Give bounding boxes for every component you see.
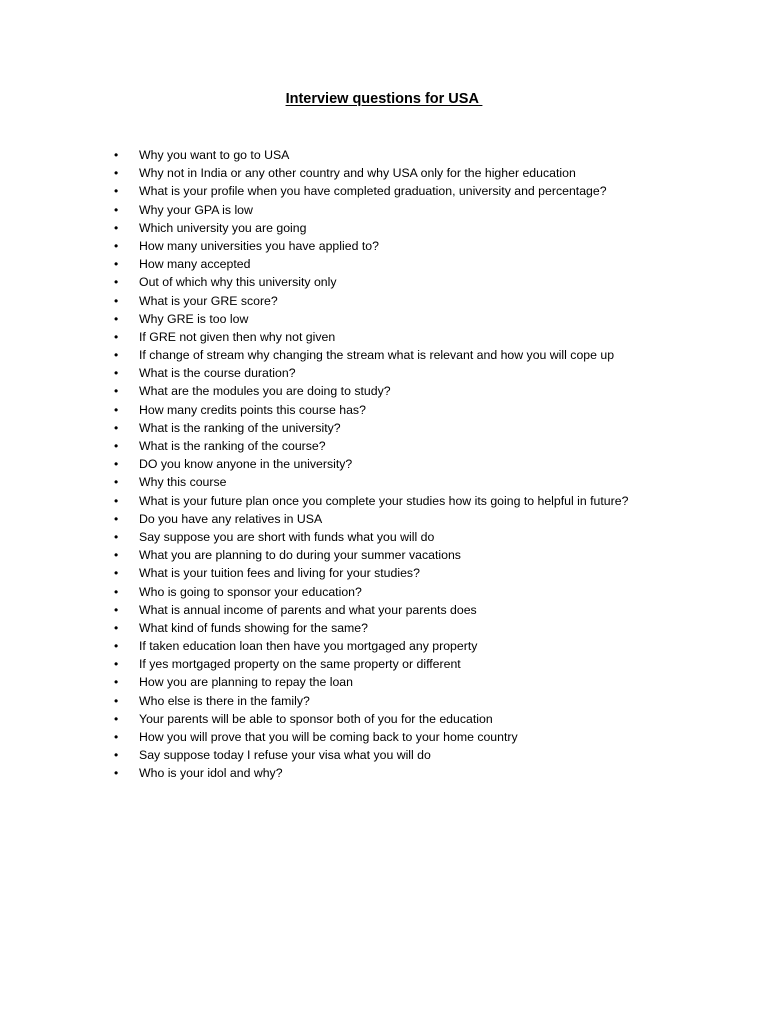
list-item	[0, 201, 700, 219]
list-item	[0, 728, 700, 746]
list-item	[0, 746, 700, 764]
bullet-icon: •	[114, 202, 119, 217]
list-item	[0, 764, 700, 782]
bullet-icon: •	[114, 439, 119, 453]
bullet-icon: •	[114, 766, 119, 781]
bullet-icon: •	[114, 748, 119, 763]
question-text: What is your tuition fees and living for your studies?	[139, 566, 420, 581]
question-text: Why your GPA is low	[139, 202, 253, 217]
list-item	[0, 219, 700, 237]
question-text: How many credits points this course has?	[139, 402, 366, 417]
bullet-icon: •	[114, 329, 119, 344]
bullet-icon: •	[114, 148, 119, 162]
question-text: If yes mortgaged property on the same property or different	[139, 657, 461, 672]
question-text: If GRE not given then why not given	[139, 329, 336, 344]
list-item	[0, 492, 700, 510]
bullet-icon: •	[114, 657, 119, 672]
question-text: Who is going to sponsor your education?	[139, 584, 362, 599]
list-item	[0, 328, 700, 346]
bullet-icon: •	[114, 220, 119, 235]
question-text: Say suppose you are short with funds what you will do	[139, 529, 435, 544]
question-text: What kind of funds showing for the same?	[139, 620, 368, 635]
bullet-icon: •	[114, 384, 119, 399]
bullet-icon: •	[114, 730, 119, 744]
bullet-icon: •	[114, 366, 119, 381]
question-text: What is annual income of parents and what your parents does	[139, 602, 477, 617]
bullet-icon: •	[114, 602, 119, 617]
question-text: Who else is there in the family?	[139, 693, 310, 708]
bullet-icon: •	[114, 493, 119, 508]
question-text: Why not in India or any other country and why USA only for the higher education	[139, 166, 576, 181]
question-text: What are the modules you are doing to study?	[139, 384, 391, 399]
list-item	[0, 164, 700, 182]
list-item	[0, 455, 700, 473]
question-text: Your parents will be able to sponsor both of you for the education	[139, 711, 493, 726]
question-text: Why you want to go to USA	[139, 148, 290, 162]
bullet-icon: •	[114, 402, 119, 417]
question-text: What is your GRE score?	[139, 293, 278, 308]
list-item	[0, 546, 700, 564]
bullet-icon: •	[114, 620, 119, 635]
bullet-icon: •	[114, 184, 119, 199]
list-item	[0, 146, 700, 164]
question-text: Out of which why this university only	[139, 275, 337, 290]
question-text: Which university you are going	[139, 220, 307, 235]
bullet-icon: •	[114, 257, 119, 272]
list-item	[0, 401, 700, 419]
list-item	[0, 346, 700, 364]
question-text: How many universities you have applied to?	[139, 238, 379, 253]
list-item	[0, 182, 700, 200]
list-item	[0, 473, 700, 491]
list-item	[0, 255, 700, 273]
question-text: Do you have any relatives in USA	[139, 511, 323, 526]
bullet-icon: •	[114, 348, 119, 363]
question-text: What is the ranking of the university?	[139, 420, 341, 435]
page-title	[0, 89, 768, 109]
question-text: What is the ranking of the course?	[139, 439, 326, 453]
list-item	[0, 673, 700, 691]
bullet-icon: •	[114, 548, 119, 563]
bullet-icon: •	[114, 457, 119, 472]
bullet-icon: •	[114, 311, 119, 326]
page-title-text: Interview questions for USA	[285, 91, 483, 107]
list-item	[0, 637, 700, 655]
question-list	[0, 146, 700, 783]
question-text: What is your profile when you have completed graduation, university and percentage?	[139, 184, 607, 199]
bullet-icon: •	[114, 566, 119, 581]
bullet-icon: •	[114, 675, 119, 690]
question-text: If change of stream why changing the stream what is relevant and how you will cope up	[139, 348, 615, 363]
bullet-icon: •	[114, 166, 119, 181]
list-item	[0, 437, 700, 455]
bullet-icon: •	[114, 711, 119, 726]
bullet-icon: •	[114, 584, 119, 599]
list-item	[0, 510, 700, 528]
list-item	[0, 364, 700, 382]
list-item	[0, 273, 700, 291]
list-item	[0, 655, 700, 673]
bullet-icon: •	[114, 529, 119, 544]
question-text: What is your future plan once you complete your studies how its going to helpful in future?	[139, 493, 629, 508]
question-text: How you will prove that you will be coming back to your home country	[139, 730, 518, 744]
list-item	[0, 382, 700, 400]
bullet-icon: •	[114, 275, 119, 290]
list-item	[0, 564, 700, 582]
list-item	[0, 310, 700, 328]
question-text: Why GRE is too low	[139, 311, 249, 326]
bullet-icon: •	[114, 475, 119, 490]
list-item	[0, 419, 700, 437]
list-item	[0, 692, 700, 710]
list-item	[0, 619, 700, 637]
bullet-icon: •	[114, 693, 119, 708]
question-text: Say suppose today I refuse your visa what you will do	[139, 748, 431, 763]
list-item	[0, 237, 700, 255]
bullet-icon: •	[114, 293, 119, 308]
bullet-icon: •	[114, 511, 119, 526]
list-item	[0, 292, 700, 310]
list-item	[0, 710, 700, 728]
list-item	[0, 583, 700, 601]
bullet-icon: •	[114, 639, 119, 654]
question-text: What is the course duration?	[139, 366, 296, 381]
question-text: What you are planning to do during your summer vacations	[139, 548, 461, 563]
question-text: How many accepted	[139, 257, 251, 272]
question-text: Who is your idol and why?	[139, 766, 283, 781]
question-text: Why this course	[139, 475, 227, 490]
question-text: DO you know anyone in the university?	[139, 457, 353, 472]
list-item	[0, 601, 700, 619]
bullet-icon: •	[114, 238, 119, 253]
list-item	[0, 528, 700, 546]
question-text: How you are planning to repay the loan	[139, 675, 353, 690]
bullet-icon: •	[114, 420, 119, 435]
question-text: If taken education loan then have you mortgaged any property	[139, 639, 478, 654]
